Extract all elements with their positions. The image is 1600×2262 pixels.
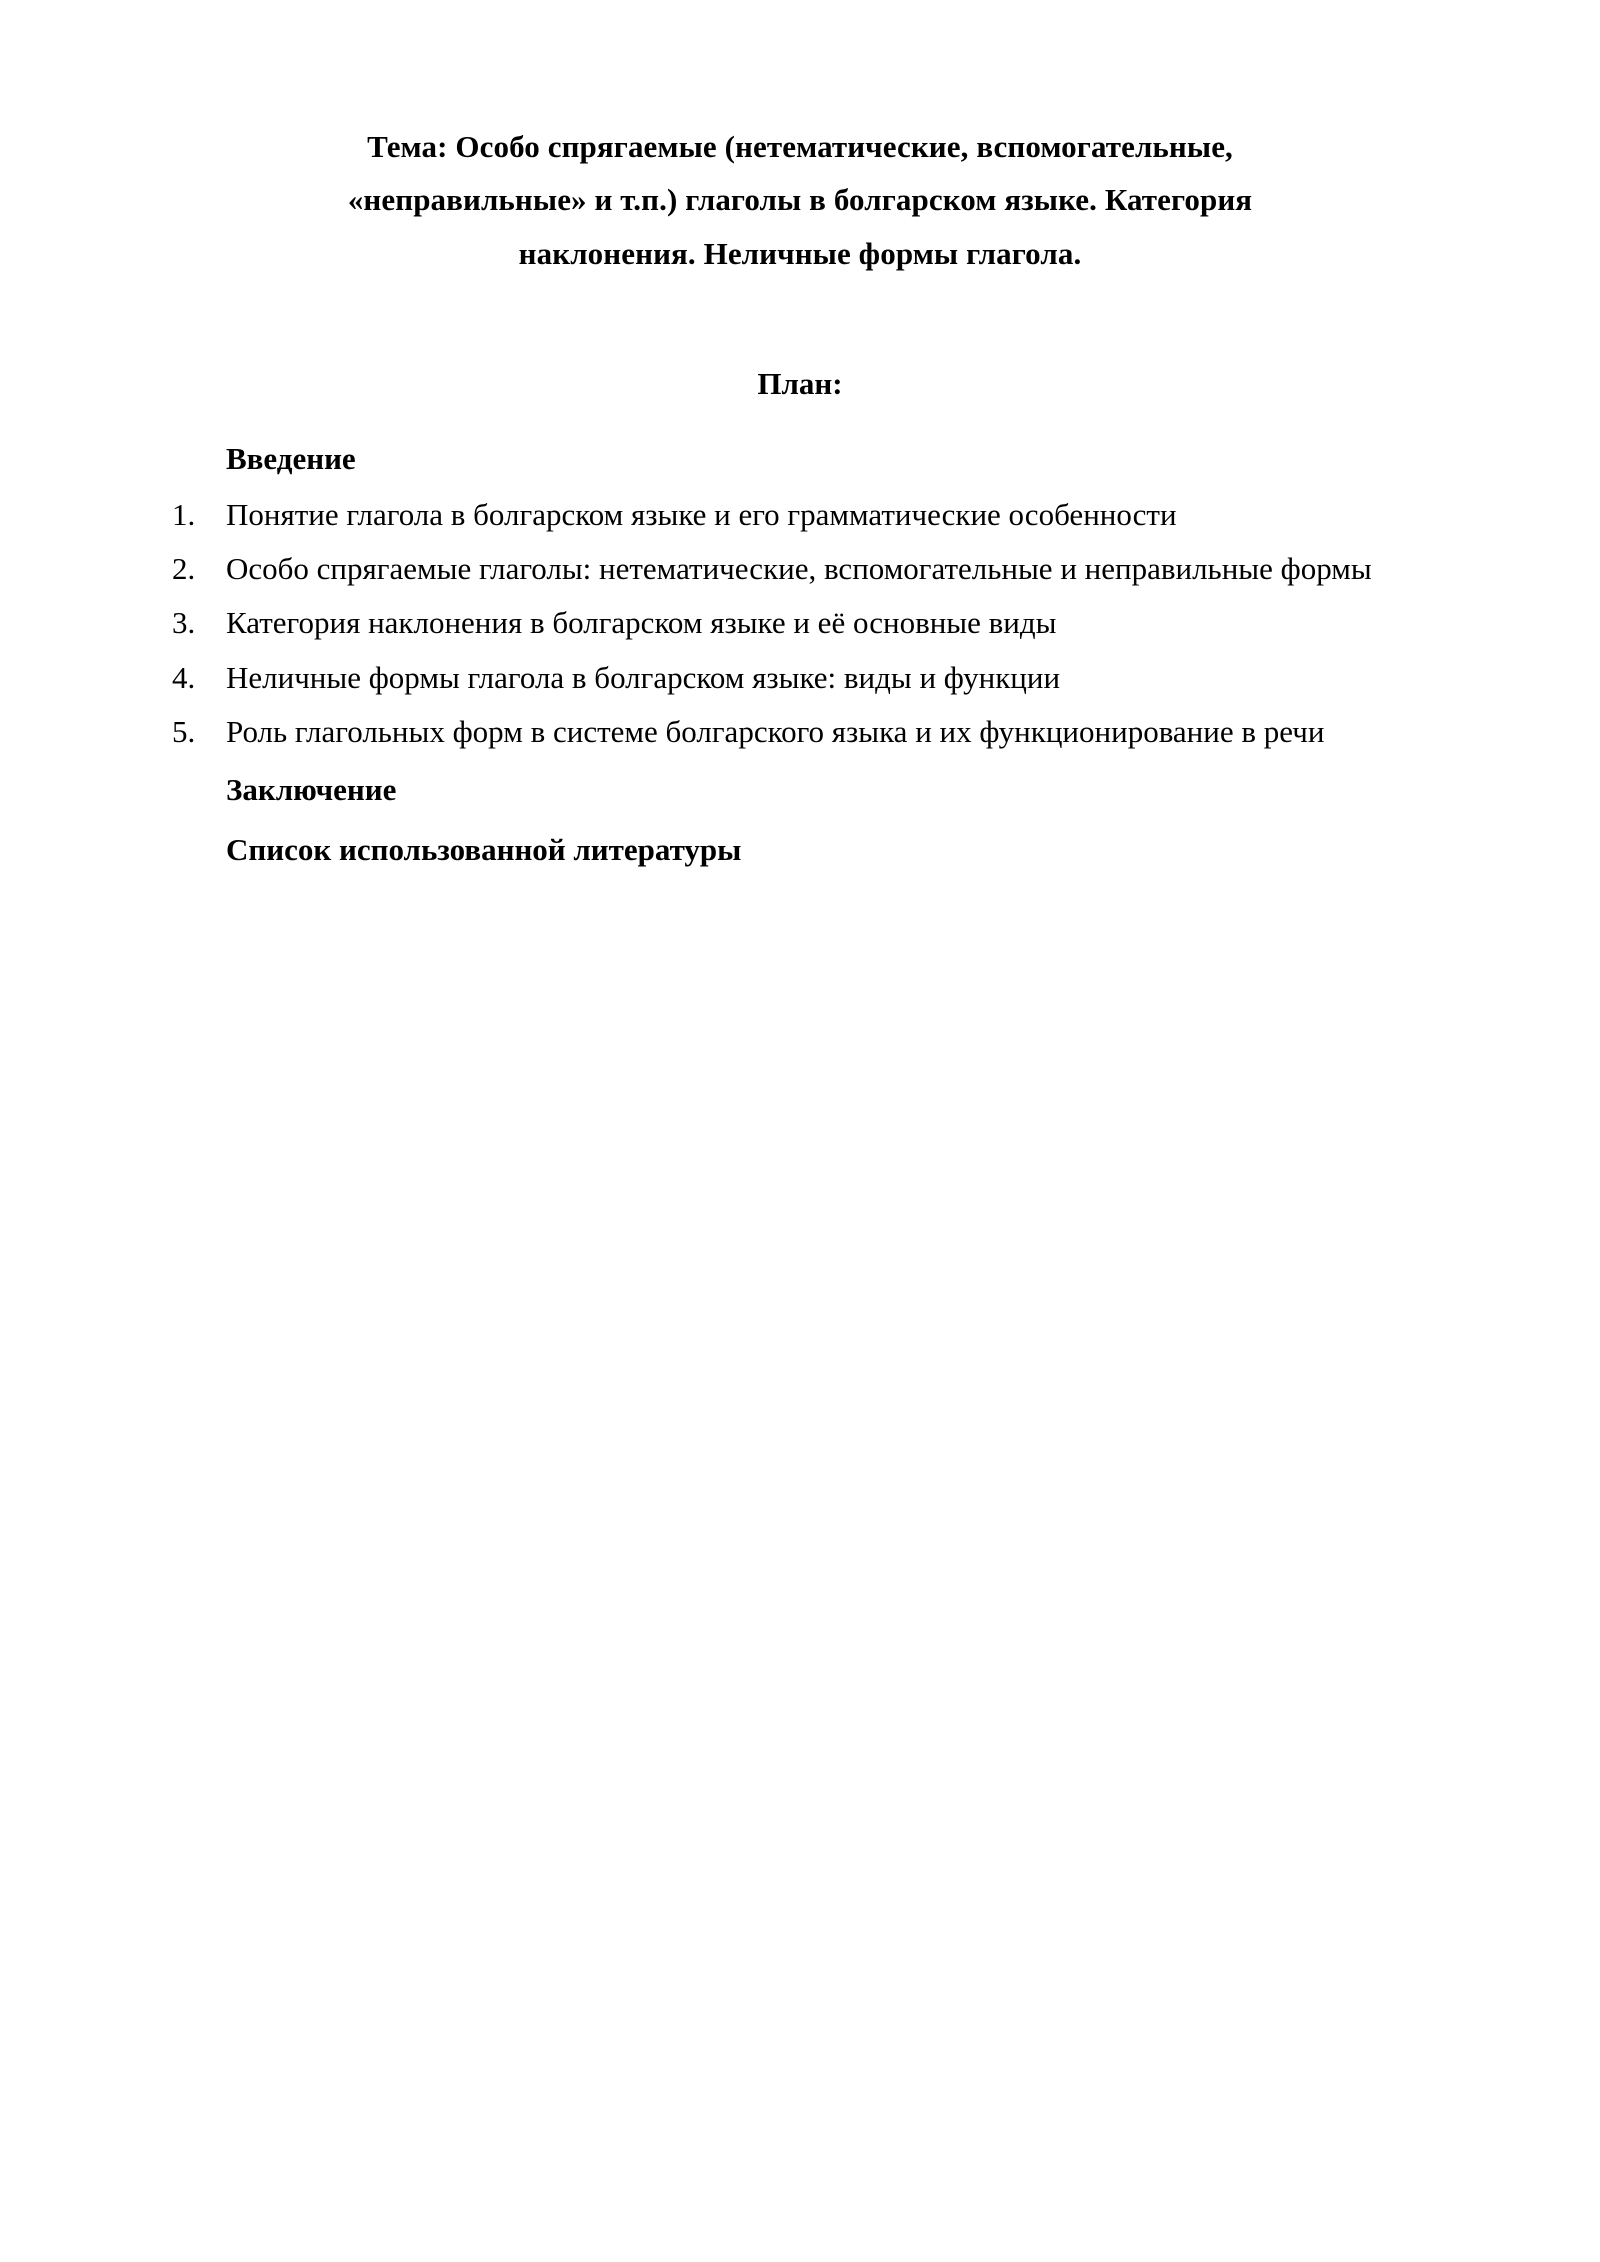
list-item [150, 489, 1450, 541]
page-title-line-1: Тема: Особо спрягаемые (нетематические, вспомогательные, [367, 129, 1233, 164]
page-title-line-2: «неправильные» и т.п.) глаголы в болгарском языке. Категория [347, 182, 1253, 218]
page-title-line-3: наклонения. Неличные формы глагола. [518, 235, 1082, 271]
list-item [150, 652, 1450, 704]
references-label: Список использованной литературы [226, 832, 742, 868]
list-item-number: 3. [172, 605, 196, 641]
list-item-text: Особо спрягаемые глаголы: нетематические, вспомогательные и неправильные формы [226, 551, 1372, 587]
list-item-number: 4. [172, 659, 196, 695]
list-item-text: Роль глагольных форм в системе болгарского языка и их функционирование в речи [226, 713, 1325, 749]
list-item-text: Неличные формы глагола в болгарском языке: виды и функции [226, 659, 1061, 695]
plan-list [150, 489, 1450, 757]
list-item [150, 706, 1450, 758]
list-item [150, 543, 1450, 595]
introduction-label: Введение [226, 440, 356, 476]
list-item-number: 1. [172, 497, 196, 533]
tail-labels [150, 764, 1450, 877]
list-item-text: Категория наклонения в болгарском языке и её основные виды [226, 605, 1057, 641]
list-item-number: 2. [172, 551, 196, 587]
list-item [150, 597, 1450, 649]
list-item-text: Понятие глагола в болгарском языке и его грамматические особенности [226, 497, 1177, 533]
list-item-number: 5. [172, 713, 196, 749]
conclusion-label: Заключение [226, 771, 397, 807]
title-plan-spacer [150, 280, 1450, 358]
page-title [174, 120, 1426, 280]
plan-heading: План: [757, 365, 843, 401]
